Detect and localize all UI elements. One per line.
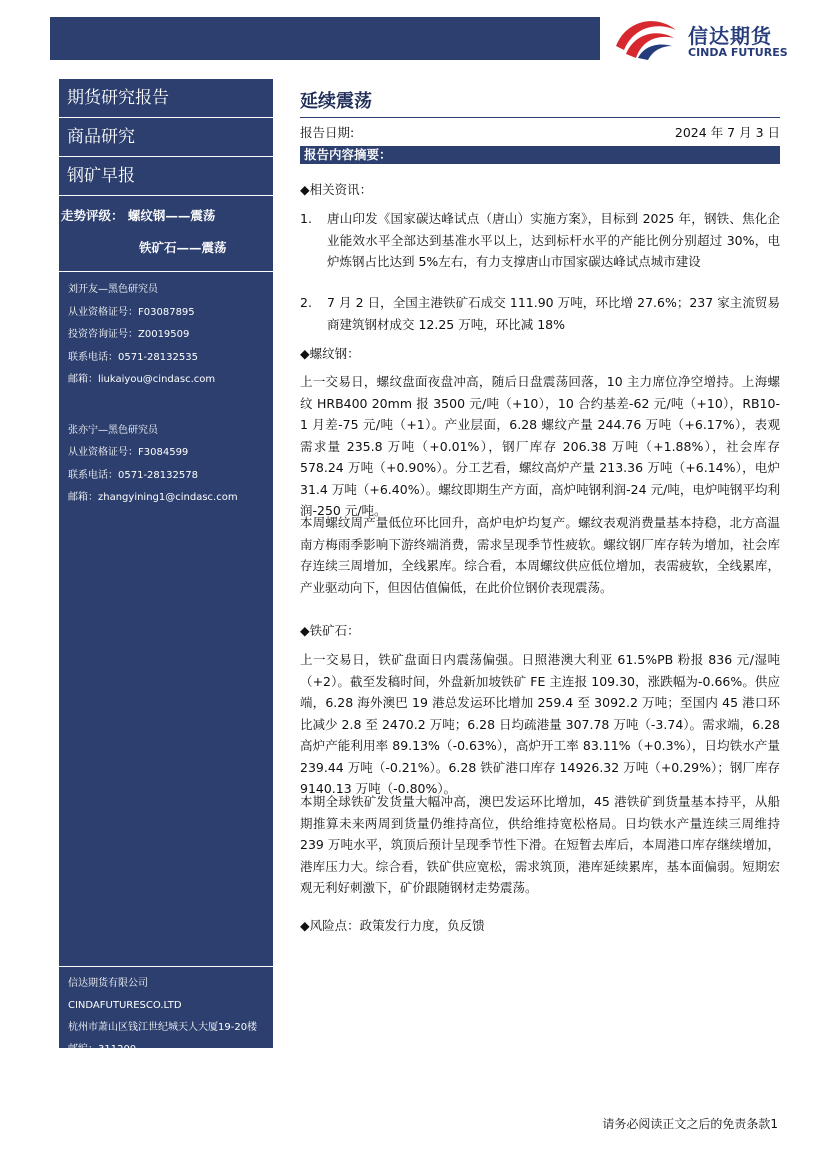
rebar-heading: ◆螺纹钢： [300, 346, 360, 361]
divider [300, 117, 780, 118]
risk-points: ◆风险点：政策发行力度，负反馈 [300, 918, 485, 933]
logo-chinese-name: 信达期货 [688, 24, 772, 48]
logo-english-name: CINDA FUTURES [688, 46, 788, 59]
analyst-phone: 联系电话：0571-28132578 [68, 469, 198, 481]
analyst-advisory: 投资咨询证号：Z0019509 [68, 329, 190, 340]
report-date: 2024 年 7 月 3 日 [674, 125, 780, 140]
analyst-email: 邮箱：liukaiyou@cindasc.com [68, 374, 216, 385]
analyst-name: 刘开友—黑色研究员 [68, 284, 158, 295]
news-item [300, 292, 780, 335]
company-address: 杭州市萧山区钱江世纪城天人大厦19-20楼 [68, 1022, 258, 1033]
logo-mark-icon [612, 16, 680, 60]
rebar-paragraph-1: 上一交易日，螺纹盘面夜盘冲高，随后日盘震荡回落，10 主力席位净空增持。上海螺纹 HRB400 20mm 报 3500 元/吨（+10），10 合约基差-62 元/吨（+10），RB10-1 月差-75 元/吨（+1）。产业层面，6.28 螺纹产量 244.76 万吨（+6.17%），表观需求量 235.8 万吨（+0.01%），钢厂库存 206.38 万吨（+1.88%），社会库存 578.24 万吨（+0.90%）。分工艺看，螺纹高炉产量 213.36 万吨（+6.14%），电炉 31.4 万吨（+6.40%）。螺纹即期生产方面，高炉吨钢利润-24 元/吨，电炉吨钢平均利润-250 元/吨。 [300, 374, 780, 518]
sidebar [59, 79, 273, 1055]
iron-ore-paragraph-1: 上一交易日，铁矿盘面日内震荡偏强。日照港澳大利亚 61.5%PB 粉报 836 元/湿吨（+2）。截至发稿时间，外盘新加坡铁矿 FE 主连报 109.30，涨跌幅为-0.66%。供应端，6.28 海外澳巴 19 港总发运环比增加 259.4 至 3092.2 万吨；至国内 45 港口环比减少 2.8 至 2470.2 万吨；6.28 日均疏港量 307.78 万吨（-3.74）。需求端，6.28 高炉产能利用率 89.13%（-0.63%），高炉开工率 83.11%（+0.3%），日均铁水产量 239.44 万吨（-0.21%）。6.28 铁矿港口库存 14926.32 万吨（+0.29%）；钢厂库存 9140.13 万吨（-0.80%）。 [300, 652, 780, 796]
analyst-email: 邮箱：zhangyining1@cindasc.com [68, 492, 238, 503]
company-postcode: 邮编：311200 [68, 1044, 137, 1055]
report-name: 钢矿早报 [59, 157, 273, 196]
analyst-qualification: 从业资格证号：F03087895 [68, 306, 195, 318]
rebar-paragraph-2: 本周螺纹周产量低位环比回升，高炉电炉均复产。螺纹表观消费量基本持稳，北方高温南方梅雨季影响下游终端消费，需求呈现季节性疲软。螺纹钢厂库存转为增加，社会库存连续三周增加，全线累库。综合看，本周螺纹供应低位增加，表需疲软，全线累库，产业驱动向下，但因估值偏低，在此价位钢价表现震荡。 [300, 515, 780, 595]
company-name: 信达期货有限公司 [68, 978, 148, 989]
rating-iron-ore: 铁矿石——震荡 [139, 240, 227, 255]
page-title: 延续震荡 [300, 91, 372, 112]
trend-rating [59, 196, 273, 272]
report-type: 期货研究报告 [59, 79, 273, 118]
rating-rebar: 走势评级： 螺纹钢——震荡 [61, 208, 216, 223]
report-category: 商品研究 [59, 118, 273, 157]
company-info [59, 966, 273, 1061]
top-banner [50, 17, 600, 60]
news-heading: ◆相关资讯： [300, 182, 373, 197]
iron-ore-heading: ◆铁矿石： [300, 623, 360, 638]
company-site: CINDAFUTURESCO.LTD [68, 1000, 182, 1011]
news-number: 1. [300, 211, 312, 226]
summary-heading: 报告内容摘要： [300, 146, 780, 164]
news-text: 唐山印发《国家碳达峰试点（唐山）实施方案》，目标到 2025 年，钢铁、焦化企业能效水平全部达到基准水平以上，达到标杆水平的产能比例分别超过 30%，电炉炼钢占比达到 5%左右，有力支撑唐山市国家碳达峰试点城市建设 [327, 211, 780, 269]
analyst-qualification: 从业资格证号：F3084599 [68, 447, 189, 458]
analyst-name: 张亦宁—黑色研究员 [68, 424, 158, 436]
analyst-contact-1 [59, 279, 273, 510]
news-text: 7 月 2 日，全国主港铁矿石成交 111.90 万吨，环比增 27.6%；237 家主流贸易商建筑钢材成交 12.25 万吨，环比减 18% [327, 295, 780, 332]
news-number: 2. [300, 295, 312, 310]
news-item [300, 208, 780, 273]
company-logo [612, 14, 802, 64]
iron-ore-paragraph-2: 本期全球铁矿发货量大幅冲高，澳巴发运环比增加，45 港铁矿到货量基本持平，从船期推算未来两周到货量仍维持高位，供给维持宽松格局。日均铁水产量连续三周维持 239 万吨水平，筑顶后预计呈现季节性下滑。在短暂去库后，本周港口库存继续增加，港库压力大。综合看，铁矿供应宽松，需求筑顶，港库延续累库，基本面偏弱。短期宏观无利好刺激下，矿价跟随钢材走势震荡。 [300, 794, 780, 895]
analyst-phone: 联系电话：0571-28132535 [68, 351, 198, 363]
report-date-label: 报告日期: [300, 125, 355, 140]
disclaimer-note: 请务必阅读正文之后的免责条款1 [602, 1117, 778, 1131]
